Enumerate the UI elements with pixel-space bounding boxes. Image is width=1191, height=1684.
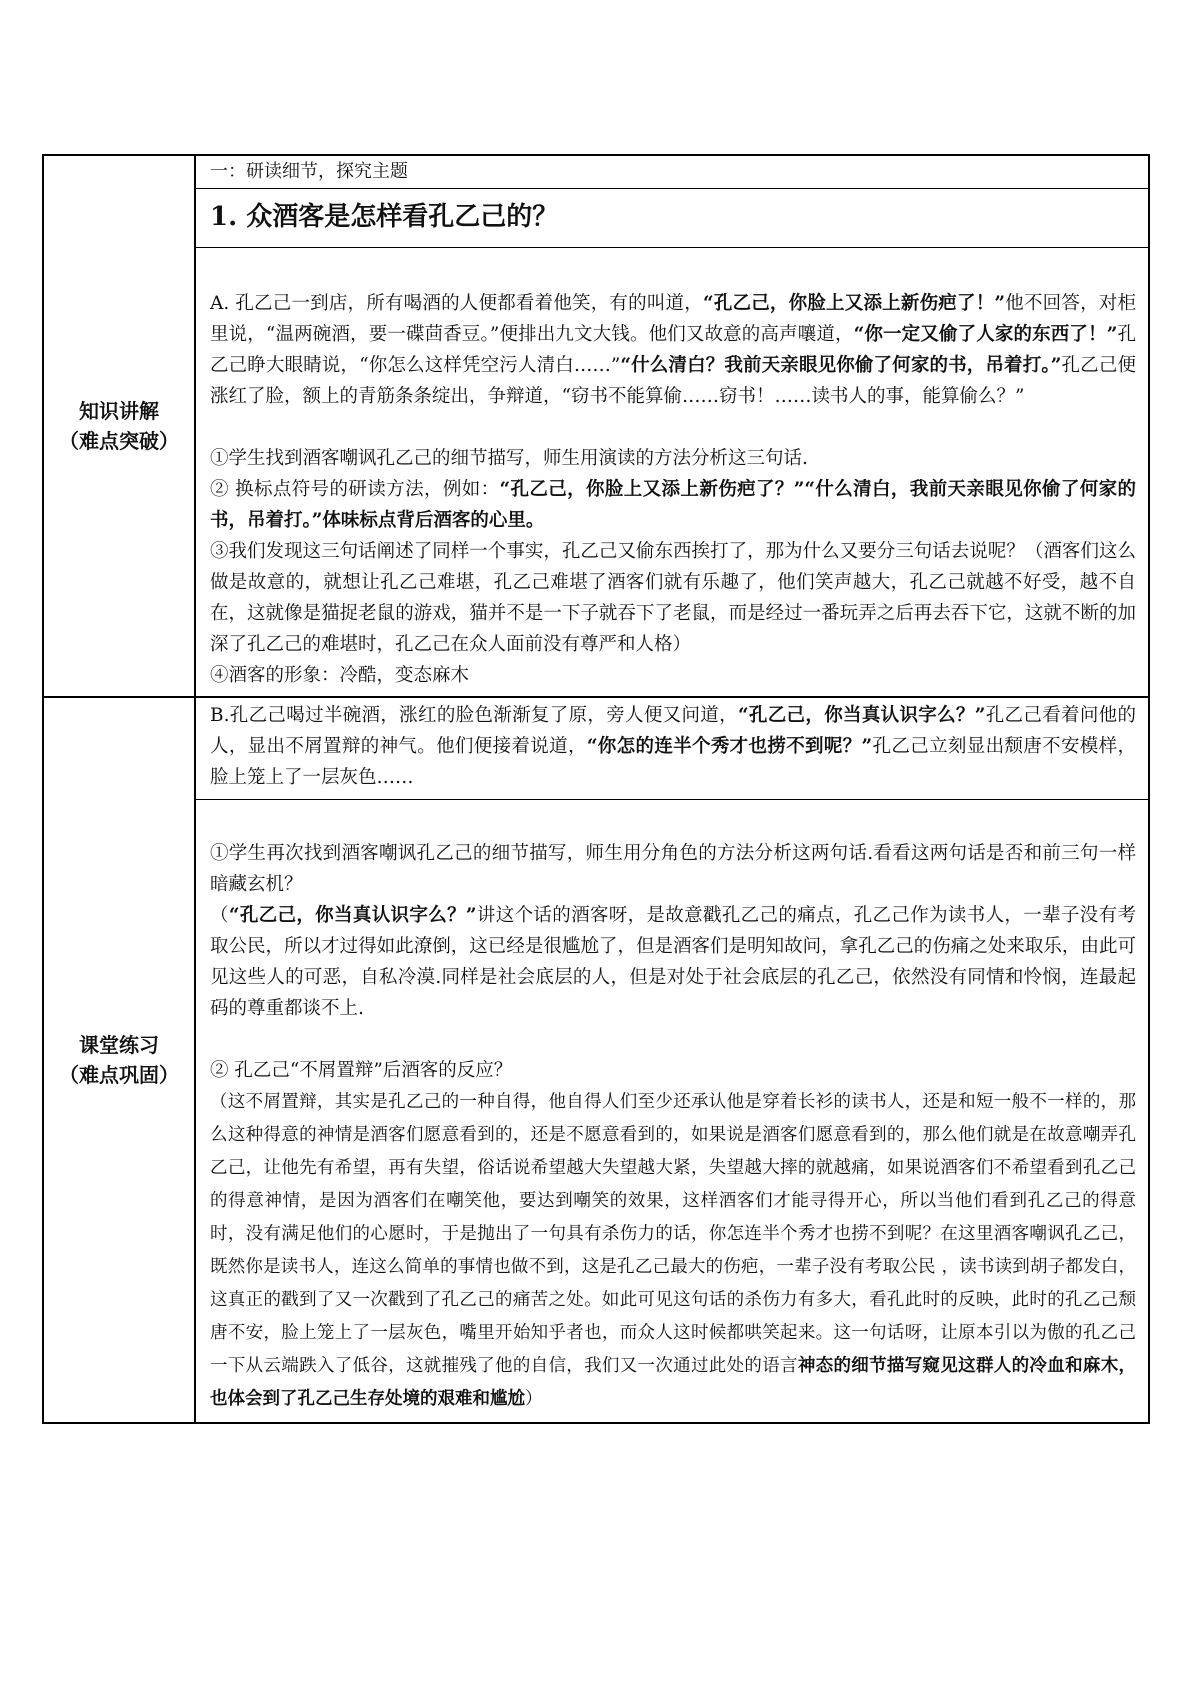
table-row xyxy=(43,155,1149,697)
answer-text: （这不屑置辩，其实是孔乙己的一种自得，他自得人们至少还承认他是穿着长衫的读书人，还是和短一般不一样的，那么这种得意的神情是酒客们愿意看到的，还是不愿意看到的，如果说是酒客们愿意看到的，那么他们就是在故意嘲弄孔乙己，让他先有希望，再有失望，俗话说希望越大失望越大紧，失望越大摔的就越痛，如果说酒客们不希望看到孔乙己的得意神情，是因为酒客们在嘲笑他，要达到嘲笑的效果，这样酒客们才能寻得开心，所以当他们看到孔乙己的得意时，没有满足他们的心愿时，于是抛出了一句具有杀伤力的话，你怎连半个秀才也捞不到呢？在这里酒客嘲讽孔乙己，既然你是读书人，连这么简单的事情也做不到，这是孔乙己最大的伤疤，一辈子没有考取公民 ，读书读到胡子都发白，这真正的戳到了又一次戳到了孔乙己的痛苦之处。如此可见这句话的杀伤力有多大，看孔此时的反映，此时的孔乙己颓唐不安，脸上笼上了一层灰色，嘴里开始知乎者也，而众人这时候都哄笑起来。这一句话呀，让原本引以为傲的孔乙己一下从云端跌入了低谷，这就摧残了他的自信，我们又一次通过此处的语言 xyxy=(210,1092,1136,1376)
answer-2 xyxy=(210,1086,1136,1416)
passage-text: 孔乙己立刻显出颓唐不安模样，脸上笼上了一层灰色…… xyxy=(210,736,1136,788)
question-heading-text: 1. 众酒客是怎样看孔乙己的？ xyxy=(210,202,559,232)
passage-text: 孔乙己睁大眼睛说，“你怎么这样凭空污人清白……” xyxy=(210,324,1136,376)
question-heading xyxy=(196,189,1148,248)
answer-text: （ xyxy=(210,905,229,926)
passage-bold: “你怎的连半个秀才也捞不到呢？” xyxy=(586,736,873,757)
note-1: ①学生找到酒客嘲讽孔乙己的细节描写，师生用演读的方法分析这三句话. xyxy=(210,448,808,469)
note-3: ③我们发现这三句话阐述了同样一个事实，孔乙己又偷东西挨打了，那为什么又要分三句话去说呢？（酒客们这么做是故意的，就想让孔乙己难堪，孔乙己难堪了酒客们就有乐趣了，他们笑声越大，孔乙己就越不好受，越不自在，这就像是猫捉老鼠的游戏，猫并不是一下子就吞下了老鼠，而是经过一番玩弄之后再去吞下它，这就不断的加深了孔乙己的难堪时，孔乙己在众人面前没有尊严和人格） xyxy=(210,541,1136,655)
passage-text: B.孔乙己喝过半碗酒，涨红的脸色渐渐复了原，旁人便又问道， xyxy=(210,705,738,726)
answer-1 xyxy=(210,900,1136,1024)
section-title xyxy=(196,156,1148,189)
question-2: ② 孔乙己“不屑置辩”后酒客的反应？ xyxy=(210,1060,513,1081)
question-1: ①学生再次找到酒客嘲讽孔乙己的细节描写，师生用分角色的方法分析这两句话.看看这两句话是否和前三句一样暗藏玄机？ xyxy=(210,843,1136,895)
passage-text: 孔乙己便涨红了脸，额上的青筋条条绽出，争辩道，“窃书不能算偷……窃书！……读书人的事，能算偷么？” xyxy=(210,355,1136,407)
row-label-subtitle: （难点突破） xyxy=(59,429,179,453)
passage-bold: “孔乙己，你当真认识字么？” xyxy=(737,705,986,726)
passage-bold: “孔乙己，你脸上又添上新伤疤了！” xyxy=(702,293,1006,314)
passage-text: 他不回答，对柜里说，“温两碗酒，要一碟茴香豆。”便排出九文大钱。他们又故意的高声嚷道， xyxy=(210,293,1136,345)
row-label-title: 知识讲解 xyxy=(79,399,159,423)
passage-b xyxy=(210,700,1136,793)
note-bold: “孔乙己，你脸上又添上新伤疤了？”“什么清白，我前天亲眼见你偷了何家的书，吊着打。”体味标点背后酒客的心里。 xyxy=(210,479,1136,531)
passage-b-block xyxy=(196,698,1148,800)
row-content-practice xyxy=(195,697,1149,1423)
answer-text: ） xyxy=(525,1389,543,1409)
section-title-text: 一：研读细节，探究主题 xyxy=(210,161,408,182)
answer-bold: “孔乙己，你当真认识字么？” xyxy=(228,905,477,926)
note-4: ④酒客的形象：冷酷，变态麻木 xyxy=(210,665,470,686)
passage-text: 孔乙己看着问他的人，显出不屑置辩的神气。他们便接着说道， xyxy=(210,705,1136,757)
row-label-practice xyxy=(43,697,195,1423)
note-text: ② 换标点符号的研读方法，例如： xyxy=(210,479,500,500)
passage-bold: “你一定又偷了人家的东西了！” xyxy=(853,324,1118,345)
lesson-table xyxy=(42,154,1150,1424)
row-label-knowledge xyxy=(43,155,195,697)
answer-text: 讲这个话的酒客呀，是故意戳孔乙己的痛点，孔乙己作为读书人，一辈子没有考取公民，所以才过得如此潦倒，这已经是很尴尬了，但是酒客们是明知故问，拿孔乙己的伤痛之处来取乐，由此可见这些人的可恶，自私冷漠.同样是社会底层的人，但是对处于社会底层的孔乙己，依然没有同情和怜悯，连最起码的尊重都谈不上. xyxy=(210,905,1136,1019)
passage-bold: “什么清白？我前天亲眼见你偷了何家的书，吊着打。” xyxy=(620,355,1062,376)
note-2 xyxy=(210,474,1136,536)
passage-a xyxy=(210,288,1136,412)
passage-text: A. 孔乙己一到店，所有喝酒的人便都看着他笑，有的叫道， xyxy=(210,293,703,314)
row-label-subtitle: （难点巩固） xyxy=(59,1063,179,1087)
answer-bold: 神态的细节描写窥见这群人的冷血和麻木，也体会到了孔乙己生存处境的艰难和尴尬 xyxy=(210,1356,1137,1409)
practice-analysis-block xyxy=(196,800,1148,1422)
row-content-knowledge xyxy=(195,155,1149,697)
table-row xyxy=(43,697,1149,1423)
passage-a-block xyxy=(196,248,1148,695)
row-label-title: 课堂练习 xyxy=(79,1033,159,1057)
